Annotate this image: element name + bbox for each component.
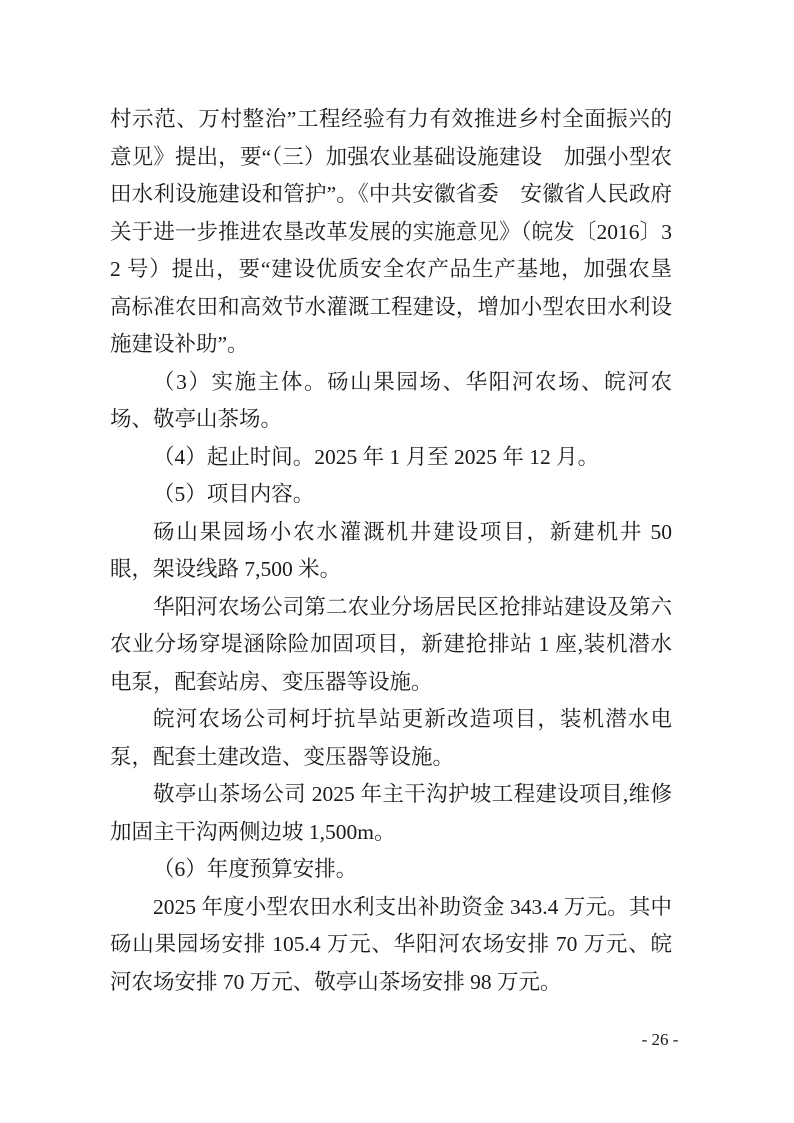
body-paragraph: 砀山果园场小农水灌溉机井建设项目，新建机井 50 眼，架设线路 7,500 米。 bbox=[110, 519, 672, 581]
body-paragraph: 敬亭山茶场公司 2025 年主干沟护坡工程建设项目,维修加固主干沟两侧边坡 1,500m。 bbox=[110, 782, 672, 844]
document-body bbox=[110, 101, 672, 1001]
body-paragraph: （5）项目内容。 bbox=[153, 482, 315, 506]
body-paragraph: 华阳河农场公司第二农业分场居民区抢排站建设及第六农业分场穿堤涵除险加固项目，新建抢排站 1 座,装机潜水电泵，配套站房、变压器等设施。 bbox=[110, 594, 672, 694]
body-paragraph: （4）起止时间。2025 年 1 月至 2025 年 12 月。 bbox=[153, 444, 600, 469]
body-paragraph: 2025 年度小型农田水利支出补助资金 343.4 万元。其中砀山果园场安排 105.4 万元、华阳河农场安排 70 万元、皖河农场安排 70 万元、敬亭山茶场安排 98 万元。 bbox=[110, 894, 672, 994]
body-paragraph: （6）年度预算安排。 bbox=[153, 857, 358, 881]
page-number: - 26 - bbox=[641, 1030, 679, 1049]
body-paragraph: 村示范、万村整治”工程经验有力有效推进乡村全面振兴的意见》提出，要“（三）加强农业基础设施建设 加强小型农田水利设施建设和管护”。《中共安徽省委 安徽省人民政府关于进一步推进农垦改革发展的实施意见》（皖发〔2016〕32 号）提出，要“建设优质安全农产品生产基地，加强农垦高标准农田和高效节水灌溉工程建设，增加小型农田水利设施建设补助”。 bbox=[110, 107, 672, 356]
body-paragraph: （3）实施主体。砀山果园场、华阳河农场、皖河农场、敬亭山茶场。 bbox=[110, 369, 672, 431]
body-paragraph: 皖河农场公司柯圩抗旱站更新改造项目，装机潜水电泵，配套土建改造、变压器等设施。 bbox=[110, 707, 672, 769]
